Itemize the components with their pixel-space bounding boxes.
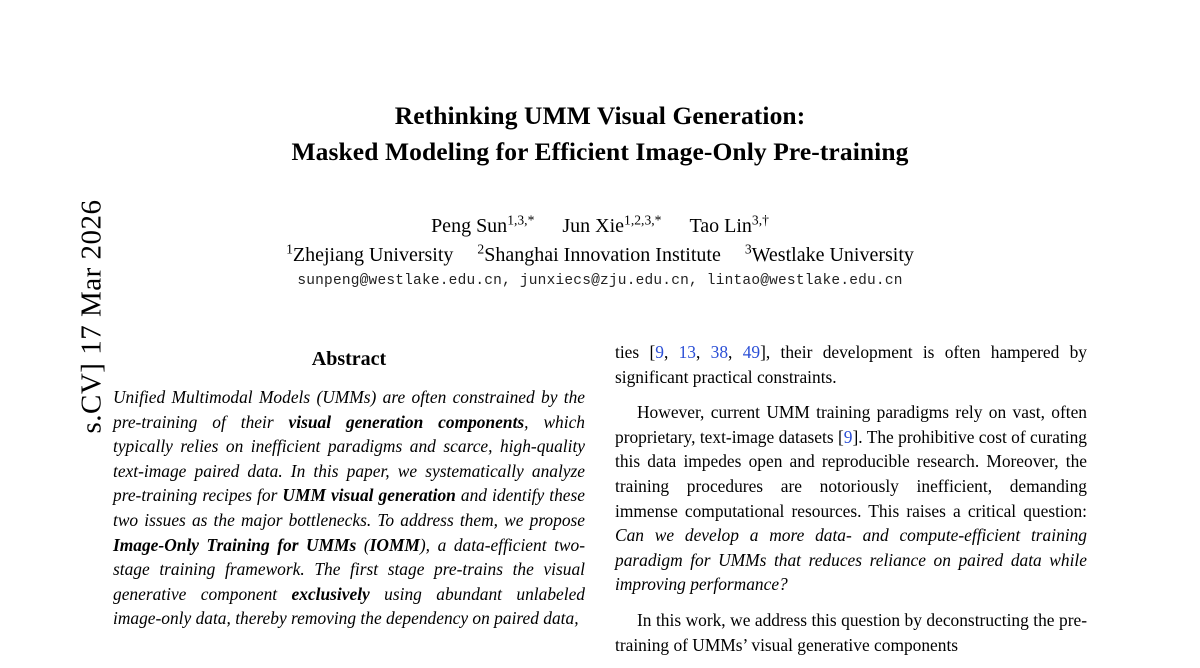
affiliation-1: $^1$Zhejiang University [286,241,454,266]
author-2-affiliation-marker: 1,2,3,* [624,212,662,228]
paragraph-training-paradigms: However, current UMM training paradigms rely on vast, often proprietary, text-image datasets [9]. The prohibitive cost of curating this data impedes open and reproducible research. Moreover, the training procedures are notoriously inefficient, demanding immense computational resources. This raises a critical question: Can we develop a more data- and compute-efficient training paradigm for UMMs that reduces reliance on paired data while improving performance? [615,402,1087,595]
author-1-affiliation-marker: 1,3,* [507,212,535,228]
affiliation-2: $^2$Shanghai Innovation Institute [477,241,721,266]
page-title [130,98,1070,170]
citation-38[interactable]: 38 [710,342,729,362]
author-1: Peng Sun$^{1,3,*}$ [431,212,535,237]
research-question: Can we develop a more data- and compute-efficient training paradigm for UMMs that reduces reliance on paired data while improving performance? [615,525,1087,595]
citation-9-second[interactable]: 9 [843,426,853,447]
author-3-affiliation-marker: 3,† [751,212,769,228]
author-2: Jun Xie$^{1,2,3,*}$ [562,212,662,237]
citation-13[interactable]: 13 [678,342,696,362]
abstract-heading: Abstract [311,348,387,370]
title-line-2: Masked Modeling for Efficient Image-Only Pre-training [291,137,909,166]
arxiv-stamp: s.CV] 17 Mar 2026 [75,199,108,434]
affiliation-list [130,241,1070,269]
citation-49[interactable]: 49 [742,342,761,362]
paragraph-contribution: In this work, we address this question by deconstructing the pre-training of UMMs’ visual generative components [615,609,1087,655]
right-column [615,340,1087,668]
author-3: Tao Lin$^{3,\dagger}$ [689,212,769,237]
left-column [113,340,585,631]
author-emails: sunpeng@westlake.edu.cn, junxiecs@zju.edu.cn, lintao@westlake.edu.cn [297,273,903,289]
affiliation-3: $^3$Westlake University [744,241,914,266]
citation-9[interactable]: 9 [655,342,664,362]
author-list [130,212,1070,240]
abstract-text: Unified Multimodal Models (UMMs) are often constrained by the pre-training of their visual generation components, which typically relies on inefficient paradigms and scarce, high-quality text-image paired data. In this paper, we systematically analyze pre-training recipes for UMM visual generation and identify these two issues as the major bottlenecks. To address them, we propose Image-Only Training for UMMs (IOMM), a data-efficient two-stage training framework. The first stage pre-trains the visual generative component exclusively using abundant unlabeled image-only data, thereby removing the dependency on paired data, [113,387,586,629]
paragraph-intro-continued: ties [9, 13, 38, 49], their development is often hampered by significant practical constraints. [615,342,1088,387]
title-line-1: Rethinking UMM Visual Generation: [394,101,806,130]
